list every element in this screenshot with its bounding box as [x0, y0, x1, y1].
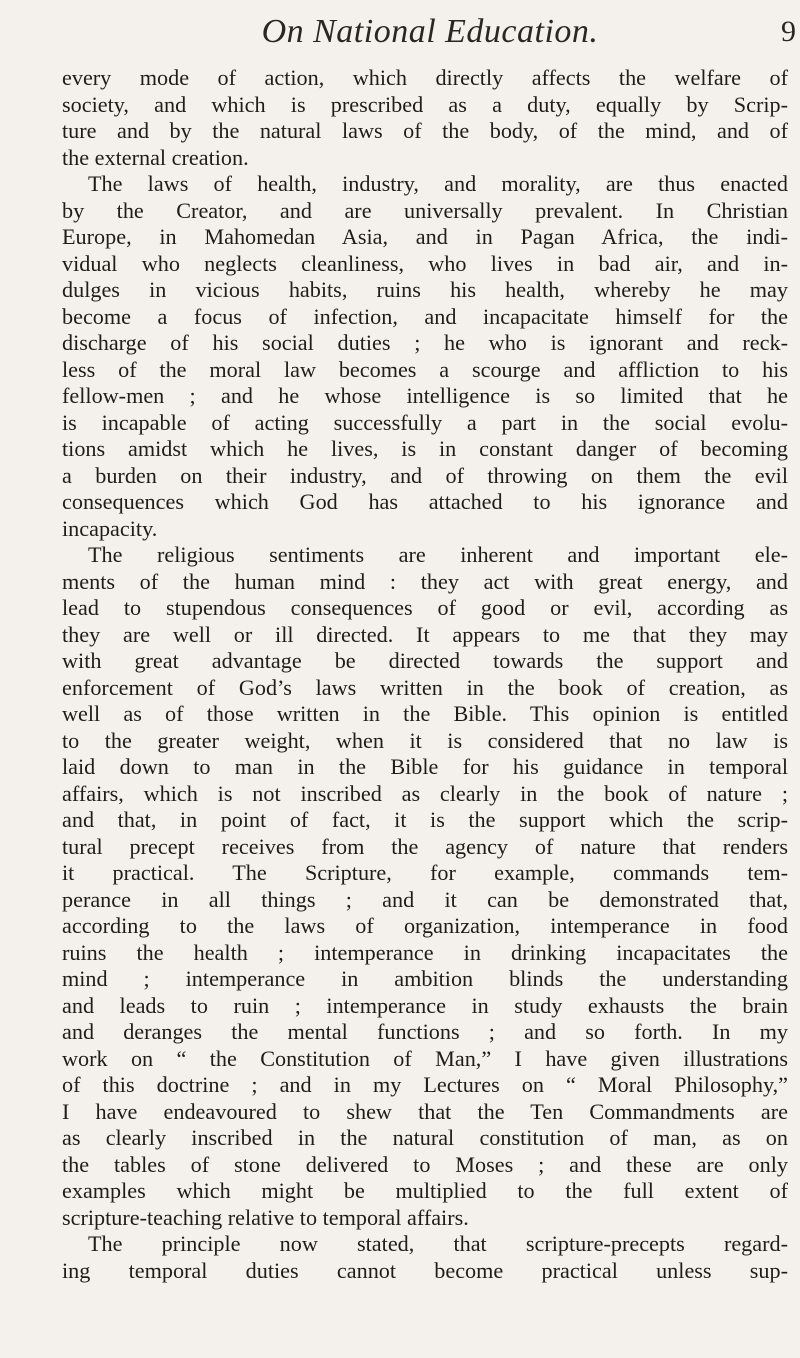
text-line: of this doctrine ; and in my Lectures on “ Moral Philosophy,”	[62, 1072, 788, 1097]
text-line: the external creation.	[62, 144, 249, 170]
text-line: incapacity.	[62, 515, 158, 541]
text-line: The laws of health, industry, and morality, are thus enacted	[88, 171, 788, 196]
text-line: The religious sentiments are inherent and important ele-	[88, 542, 788, 567]
paragraph	[62, 65, 788, 171]
text-line: laid down to man in the Bible for his guidance in temporal	[62, 754, 788, 779]
text-line: well as of those written in the Bible. This opinion is entitled	[62, 701, 788, 726]
text-line: every mode of action, which directly affects the welfare of	[62, 65, 788, 90]
text-line: dulges in vicious habits, ruins his health, whereby he may	[62, 277, 788, 302]
text-line: ruins the health ; intemperance in drinking incapacitates the	[62, 939, 788, 965]
text-line: ments of the human mind : they act with great energy, and	[62, 568, 788, 594]
text-line: and deranges the mental functions ; and so forth. In my	[62, 1019, 788, 1044]
text-line: work on “ the Constitution of Man,” I have given illustrations	[62, 1045, 788, 1071]
text-line: Europe, in Mahomedan Asia, and in Pagan Africa, the indi-	[62, 224, 788, 249]
text-line: less of the moral law becomes a scourge and affliction to his	[62, 356, 788, 382]
text-line: a burden on their industry, and of throwing on them the evil	[62, 462, 788, 488]
text-line: The principle now stated, that scripture-precepts regard-	[88, 1231, 788, 1256]
text-line: discharge of his social duties ; he who is ignorant and reck-	[62, 330, 788, 355]
page-number: 9	[781, 15, 796, 48]
page-header	[60, 8, 800, 56]
text-line: ture and by the natural laws of the body, of the mind, and of	[62, 118, 788, 143]
text-line: consequences which God has attached to his ignorance and	[62, 489, 788, 514]
paragraph	[62, 1231, 788, 1284]
text-line: enforcement of God’s laws written in the book of creation, as	[62, 674, 788, 700]
text-line: lead to stupendous consequences of good or evil, according as	[62, 595, 788, 620]
text-line: according to the laws of organization, intemperance in food	[62, 913, 788, 938]
text-line: they are well or ill directed. It appears to me that they may	[62, 621, 788, 647]
text-line: tural precept receives from the agency of nature that renders	[62, 833, 788, 859]
text-line: tions amidst which he lives, is in constant danger of becoming	[62, 436, 788, 461]
text-line: scripture-teaching relative to temporal affairs.	[62, 1204, 469, 1230]
text-line: I have endeavoured to shew that the Ten Commandments are	[62, 1098, 788, 1124]
text-line: fellow-men ; and he whose intelligence is so limited that he	[62, 383, 788, 408]
text-line: mind ; intemperance in ambition blinds the understanding	[62, 966, 788, 991]
text-line: and that, in point of fact, it is the support which the scrip-	[62, 807, 788, 832]
running-title: On National Education.	[261, 13, 599, 50]
text-line: society, and which is prescribed as a duty, equally by Scrip-	[62, 91, 788, 117]
text-line: become a focus of infection, and incapacitate himself for the	[62, 303, 788, 329]
text-line: and leads to ruin ; intemperance in study exhausts the brain	[62, 992, 788, 1018]
text-line: it practical. The Scripture, for example, commands tem-	[62, 860, 788, 885]
text-line: vidual who neglects cleanliness, who lives in bad air, and in-	[62, 250, 788, 276]
text-line: with great advantage be directed towards the support and	[62, 648, 788, 673]
text-line: perance in all things ; and it can be demonstrated that,	[62, 886, 788, 912]
text-line: to the greater weight, when it is considered that no law is	[62, 727, 788, 753]
text-line: affairs, which is not inscribed as clearly in the book of nature ;	[62, 780, 788, 806]
text-line: is incapable of acting successfully a part in the social evolu-	[62, 409, 788, 435]
paragraph	[62, 542, 788, 1231]
text-line: ing temporal duties cannot become practical unless sup-	[62, 1257, 788, 1283]
text-line: as clearly inscribed in the natural constitution of man, as on	[62, 1125, 788, 1150]
body-text	[62, 65, 788, 1284]
text-line: examples which might be multiplied to the full extent of	[62, 1178, 788, 1203]
paragraph	[62, 171, 788, 542]
text-line: by the Creator, and are universally prevalent. In Christian	[62, 197, 788, 223]
text-line: the tables of stone delivered to Moses ; and these are only	[62, 1151, 788, 1177]
